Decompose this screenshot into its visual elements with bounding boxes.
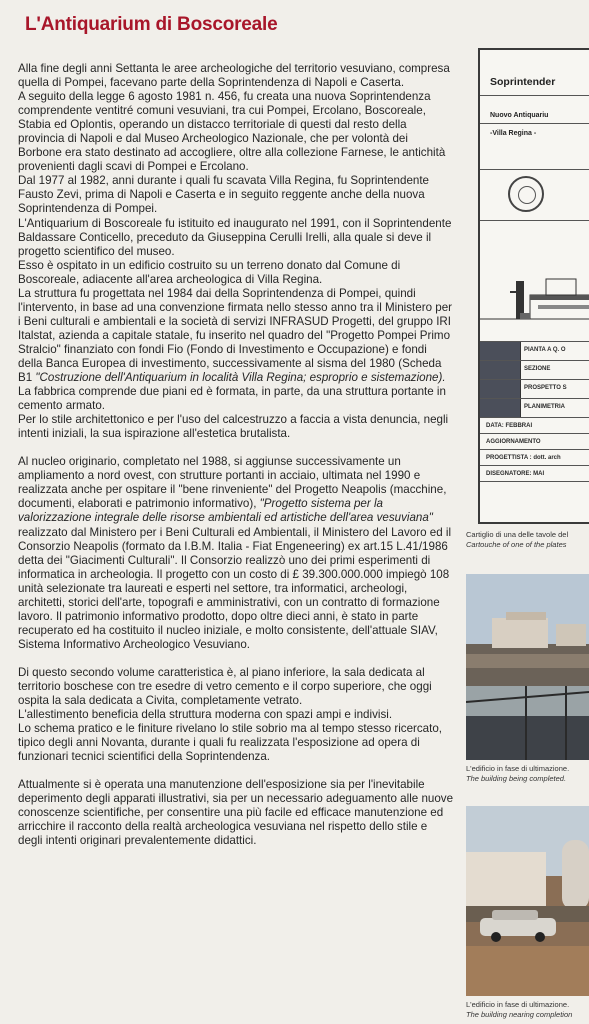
building-car-icon — [466, 806, 589, 996]
paragraph-text: realizzato dal Ministero per i Beni Culturali ed Ambientali, il Ministero del Lavoro ed il Consorzio Neapolis (formato da I.B.M. Italia - Fiat Engeneering) ex art.15 L.41/1986 detta dei "Giacimenti Culturali". Il Consorzio realizzò uno dei primi esperimenti di informatica in archeologia. Il progetto con un costo di £ 39.300.000.000 impiegò 108 unità selezionate tra laureati e esperti nel settore, tra informatici, archeologi, architetti, storici dell'arte, topografi e amministrativi, con un contratto di formazione lavoro. Il patrimonio informativo prodotto, dopo oltre dieci anni, è stato in parte recuperato ed ha costituito il nucleo iniziale, e molto consistente, dell'attuale SIAV, Sistema Informativo Archeologico Vesuviano. — [18, 525, 452, 651]
section-expansion — [18, 455, 454, 652]
caption-english: The building nearing completion — [466, 1009, 573, 1019]
legend-row — [480, 380, 589, 399]
caption-photo-2 — [466, 1000, 589, 1019]
building-construction-icon — [466, 574, 589, 760]
paragraph: L'Antiquarium di Boscoreale fu istituito ed inaugurato nel 1991, con il Soprintendente Baldassare Conticello, preceduto da Giuseppina Cerulli Irelli, alla quale si deve il progetto scientifico del museo. — [18, 216, 452, 258]
caption-photo-1 — [466, 764, 589, 783]
legend-swatch — [480, 399, 521, 417]
paragraph — [18, 287, 454, 385]
building-photo-1 — [466, 574, 589, 760]
legend-label: SEZIONE — [524, 366, 551, 372]
legend-row — [480, 342, 589, 361]
paragraph: Attualmente si è operata una manutenzione dell'esposizione sia per l'inevitabile deperimento degli apparati illustrativi, sia per un necessario adeguamento alle nuove conoscenze scientifiche, per consentire una più facile ed efficace manutenzione ed arricchire il racconto della realtà archeologica vesuviana nel rispetto dello stile e degli intenti originari prevalentemente didattici. — [18, 778, 454, 848]
paragraph-italic: "Progetto sistema per la valorizzazione integrale delle risorse ambientali ed artistiche dell'area vesuviana" — [18, 497, 433, 525]
building-elevation-drawing — [480, 221, 589, 342]
caption-italian: L'edificio in fase di ultimazione. — [466, 1000, 570, 1009]
legend-row — [480, 361, 589, 380]
paragraph: La fabbrica comprende due piani ed è formata, in parte, da una struttura portante in cemento armato. — [18, 385, 446, 413]
sheet-stamp — [480, 170, 589, 221]
caption-italian: L'edificio in fase di ultimazione. — [466, 764, 570, 773]
caption-english: The building being completed. — [466, 773, 567, 783]
section-volume — [18, 666, 454, 764]
building-photo-2 — [466, 806, 589, 996]
legend-swatch — [480, 342, 521, 360]
paragraph-text: Al nucleo originario, completato nel 1988, si aggiunse successivamente un ampliamento a nord ovest, con strutture portanti in acciaio, ultimata nel 1990 e realizzata anche per ospitare il "bene rinveniente" del Progetto Neapolis (macchine, documenti, elaborati e patrimonio informativo), — [18, 455, 447, 511]
paragraph: Per lo stile architettonico e per l'uso del calcestruzzo a faccia a vista denuncia, negli intenti iniziali, la sua ispirazione all'estetica brutalista. — [18, 413, 449, 441]
paragraph: L'allestimento beneficia della struttura moderna con spazi ampi e indivisi. — [18, 708, 393, 722]
sheet-header: Soprintender — [480, 50, 589, 96]
sheet-meta: DISEGNATORE: MAI — [480, 466, 589, 482]
paragraph: Dal 1977 al 1982, anni durante i quali fu scavata Villa Regina, fu Soprintendente Fausto Zevi, prima di Napoli e Caserta e in seguito reggente anche della nuova Soprintendenza di Pompei. — [18, 174, 430, 216]
caption-italian: Cartiglio di una delle tavole del — [466, 530, 569, 539]
sheet-meta: PROGETTISTA : dott. arch — [480, 450, 589, 466]
legend-label: PLANIMETRIA — [524, 404, 565, 410]
paragraph: A seguito della legge 6 agosto 1981 n. 456, fu creata una nuova Soprintendenza comprendente ventitré comuni vesuviani, tra cui Pompei, Ercolano, Boscoreale, Stabia ed Oplontis, operando un distacco territoriale di questi dal resto della provincia di Napoli e dal Museo Archeologico Nazionale, che per volontà dei Borbone era stato destinato ad accogliere, oltre alla collezione Farnese, le antichità provenienti dagli scavi di Pompei e Ercolano. — [18, 90, 446, 174]
legend-label: PIANTA A Q. O — [524, 347, 566, 353]
sheet-subtitle: -Villa Regina - — [480, 124, 589, 170]
paragraph: Lo schema pratico e le finiture rivelano lo stile sobrio ma al tempo stesso ricercato, tipico degli anni Novanta, durante i quali fu realizzata l'esposizione ad opera di funzionari tecnici scientifici della Soprintendenza. — [18, 722, 443, 764]
elevation-icon — [480, 221, 589, 341]
section-maintenance — [18, 778, 454, 848]
sheet-subtitle: Nuovo Antiquariu — [480, 96, 589, 124]
paragraph-italic: "Costruzione dell'Antiquarium in località Villa Regina; esproprio e sistemazione). — [35, 371, 446, 385]
legend-label: PROSPETTO S — [524, 385, 567, 391]
paragraph — [18, 455, 454, 652]
caption-english: Cartouche of one of the plates — [466, 539, 567, 549]
page-title: L'Antiquarium di Boscoreale — [25, 14, 278, 35]
drawing-sheet-image — [478, 48, 589, 524]
paragraph-text: La struttura fu progettata nel 1984 dai della Soprintendenza di Pompei, quindi l'intervento, in base ad una convenzione firmata nello stesso anno tra il Ministero per i Beni culturali e ambientali e la società di servizi INFRASUD Progetti, del gruppo IRI Italstat, azienda a capitale statale, fu inserito nel quadro del "Progetto Pompei Primo Stralcio" finanziato con fondi Fio (Fondo di Investimento e Occupazione) e fondi della Banca Europea di investimento, successivamente al sisma del 1980 (Scheda B1 — [18, 286, 453, 385]
sheet-meta: AGGIORNAMENTO — [480, 434, 589, 450]
paragraph: Di questo secondo volume caratteristica è, al piano inferiore, la sala dedicata al territorio boschese con tre esedre di vetro cemento e il corpo superiore, che oggi ospita la sala dedicata a Civita, completamente vetrato. — [18, 665, 432, 708]
paragraph: Alla fine degli anni Settanta le aree archeologiche del territorio vesuviano, compresa quella di Pompei, facevano parte della Soprintendenza di Napoli e Caserta. — [18, 62, 450, 90]
seal-icon — [508, 176, 544, 212]
legend-swatch — [480, 380, 521, 398]
section-history — [18, 62, 454, 441]
caption-drawing — [466, 530, 589, 549]
main-text — [18, 62, 454, 862]
legend-swatch — [480, 361, 521, 379]
sheet-meta: DATA: FEBBRAI — [480, 418, 589, 434]
legend-row — [480, 399, 589, 418]
paragraph: Esso è ospitato in un edificio costruito su un terreno donato dal Comune di Boscoreale, adiacente all'area archeologica di Villa Regina. — [18, 258, 401, 286]
